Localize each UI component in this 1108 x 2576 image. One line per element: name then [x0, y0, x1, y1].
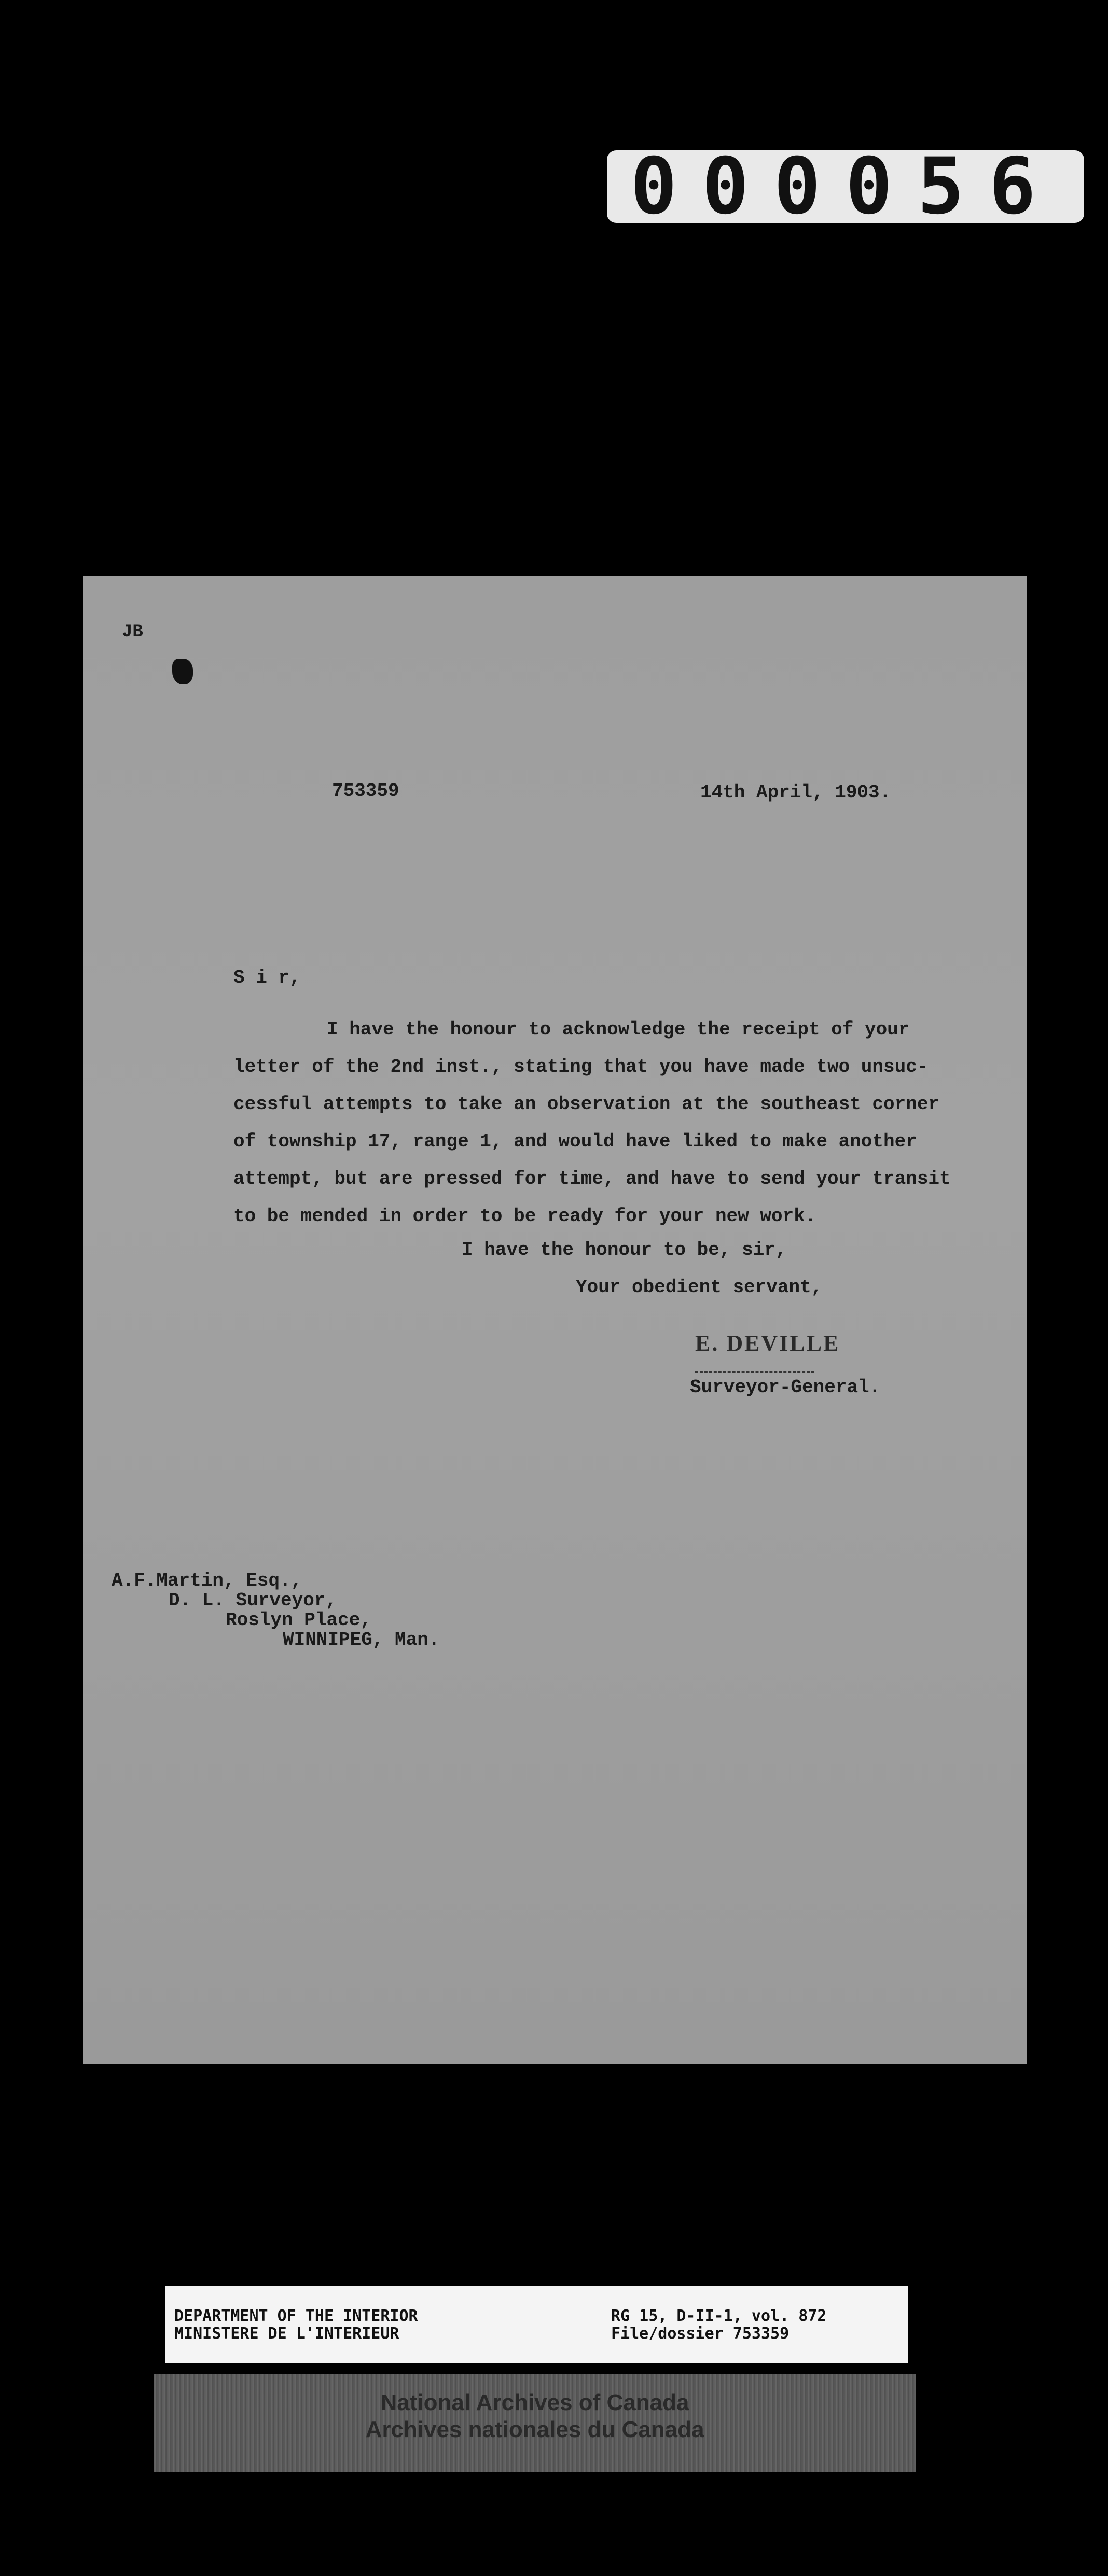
signature-title: Surveyor-General.	[690, 1377, 881, 1398]
closing-line: Your obedient servant,	[576, 1277, 823, 1298]
recipient-address	[112, 1571, 439, 1650]
department-en: DEPARTMENT OF THE INTERIOR	[174, 2307, 418, 2325]
typist-initials: JB	[122, 622, 143, 642]
record-group-reference: RG 15, D-II-1, vol. 872	[611, 2307, 827, 2325]
address-line: Roslyn Place,	[226, 1609, 371, 1631]
archive-label	[165, 2286, 908, 2363]
salutation: S i r,	[233, 967, 301, 988]
archive-name-en: National Archives of Canada	[380, 2390, 689, 2415]
body-line: attempt, but are pressed for time, and have to send your transit	[233, 1168, 951, 1189]
body-line: of township 17, range 1, and would have liked to make another	[233, 1131, 917, 1152]
address-line: WINNIPEG, Man.	[283, 1629, 440, 1650]
body-line: I have the honour to acknowledge the receipt of your	[327, 1019, 910, 1040]
archive-stamp-bar	[154, 2374, 916, 2472]
letter-date: 14th April, 1903.	[700, 782, 891, 803]
archive-name-fr: Archives nationales du Canada	[365, 2417, 704, 2442]
address-line: A.F.Martin, Esq.,	[112, 1570, 302, 1591]
punch-hole-mark	[172, 659, 193, 684]
body-line: letter of the 2nd inst., stating that you have made two unsuc-	[233, 1056, 929, 1077]
body-line: cessful attempts to take an observation at the southeast corner	[233, 1094, 940, 1115]
department-fr: MINISTERE DE L'INTERIEUR	[174, 2325, 399, 2343]
letter-page	[83, 576, 1027, 2064]
signature-stamp: E. DEVILLE	[695, 1331, 840, 1356]
letter-body	[233, 1011, 991, 1235]
closing-line: I have the honour to be, sir,	[462, 1239, 787, 1261]
body-line: to be mended in order to be ready for your new work.	[233, 1206, 816, 1227]
frame-number-label: 000056	[607, 150, 1084, 223]
signature-underline	[695, 1371, 814, 1373]
address-line: D. L. Surveyor,	[169, 1590, 337, 1611]
file-number: 753359	[332, 780, 399, 802]
file-reference: File/dossier 753359	[611, 2325, 790, 2343]
